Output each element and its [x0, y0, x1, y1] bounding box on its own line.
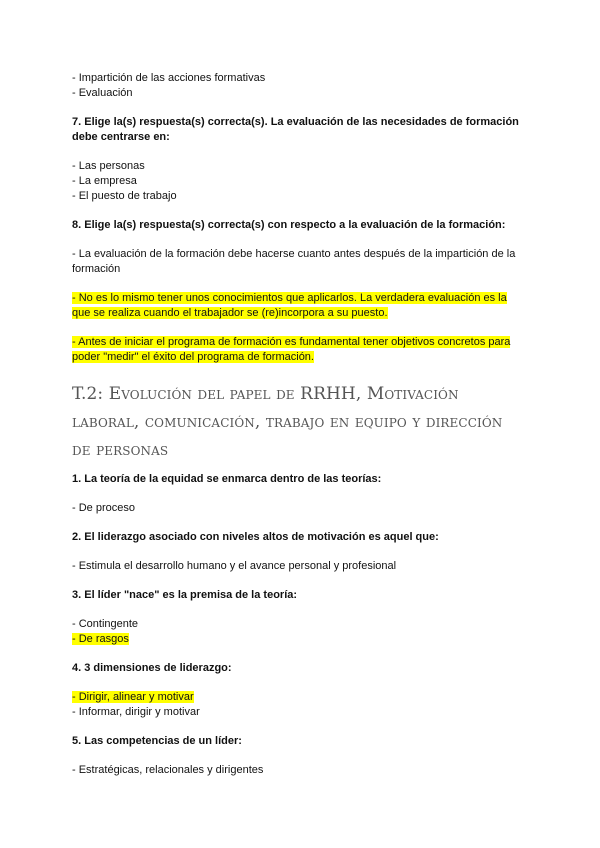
- question-2-title: 2. El liderazgo asociado con niveles altos de motivación es aquel que:: [72, 531, 439, 543]
- question-4-title: 4. 3 dimensiones de liderazgo:: [72, 662, 232, 674]
- question-8-option-highlighted: [72, 291, 524, 321]
- question-1-title: 1. La teoría de la equidad se enmarca dentro de las teorías:: [72, 473, 382, 485]
- question-8-title: 8. Elige la(s) respuesta(s) correcta(s) con respecto a la evaluación de la formación:: [72, 219, 506, 231]
- question-7-option: - El puesto de trabajo: [72, 190, 177, 202]
- question-5-answer: - Estratégicas, relacionales y dirigentes: [72, 764, 264, 776]
- question-8-option: - La evaluación de la formación debe hacerse cuanto antes después de la impartición de la formación: [72, 248, 516, 275]
- highlight: - Antes de iniciar el programa de formación es fundamental tener objetivos concretos para poder "medir" el éxito del programa de formación.: [72, 336, 511, 363]
- question-4-option-highlighted: [72, 690, 524, 705]
- document-page: [72, 71, 524, 778]
- question-5-title: 5. Las competencias de un líder:: [72, 735, 242, 747]
- question-4-option: - Informar, dirigir y motivar: [72, 706, 200, 718]
- list-item: - Impartición de las acciones formativas: [72, 72, 266, 84]
- question-7-title: 7. Elige la(s) respuesta(s) correcta(s). La evaluación de las necesidades de formación debe centrarse en:: [72, 116, 519, 143]
- question-1-answer: - De proceso: [72, 502, 135, 514]
- question-2-answer: - Estimula el desarrollo humano y el avance personal y profesional: [72, 560, 397, 572]
- question-7-option: - Las personas: [72, 160, 145, 172]
- highlight: - Dirigir, alinear y motivar: [72, 691, 194, 703]
- question-3-option: - Contingente: [72, 618, 139, 630]
- list-item: - Evaluación: [72, 87, 133, 99]
- highlight: - No es lo mismo tener unos conocimientos que aplicarlos. La verdadera evaluación es la que se realiza cuando el trabajador se (re)incorpora a su puesto.: [72, 292, 507, 319]
- question-3-option-highlighted: [72, 632, 524, 647]
- question-7-option: - La empresa: [72, 175, 137, 187]
- question-3-title: 3. El líder "nace" es la premisa de la teoría:: [72, 589, 298, 601]
- question-8-option-highlighted: [72, 335, 524, 365]
- highlight: - De rasgos: [72, 633, 129, 645]
- section-heading: T.2: Evolución del papel de RRHH, Motivación laboral, comunicación, trabajo en equipo y dirección de personas: [72, 384, 503, 460]
